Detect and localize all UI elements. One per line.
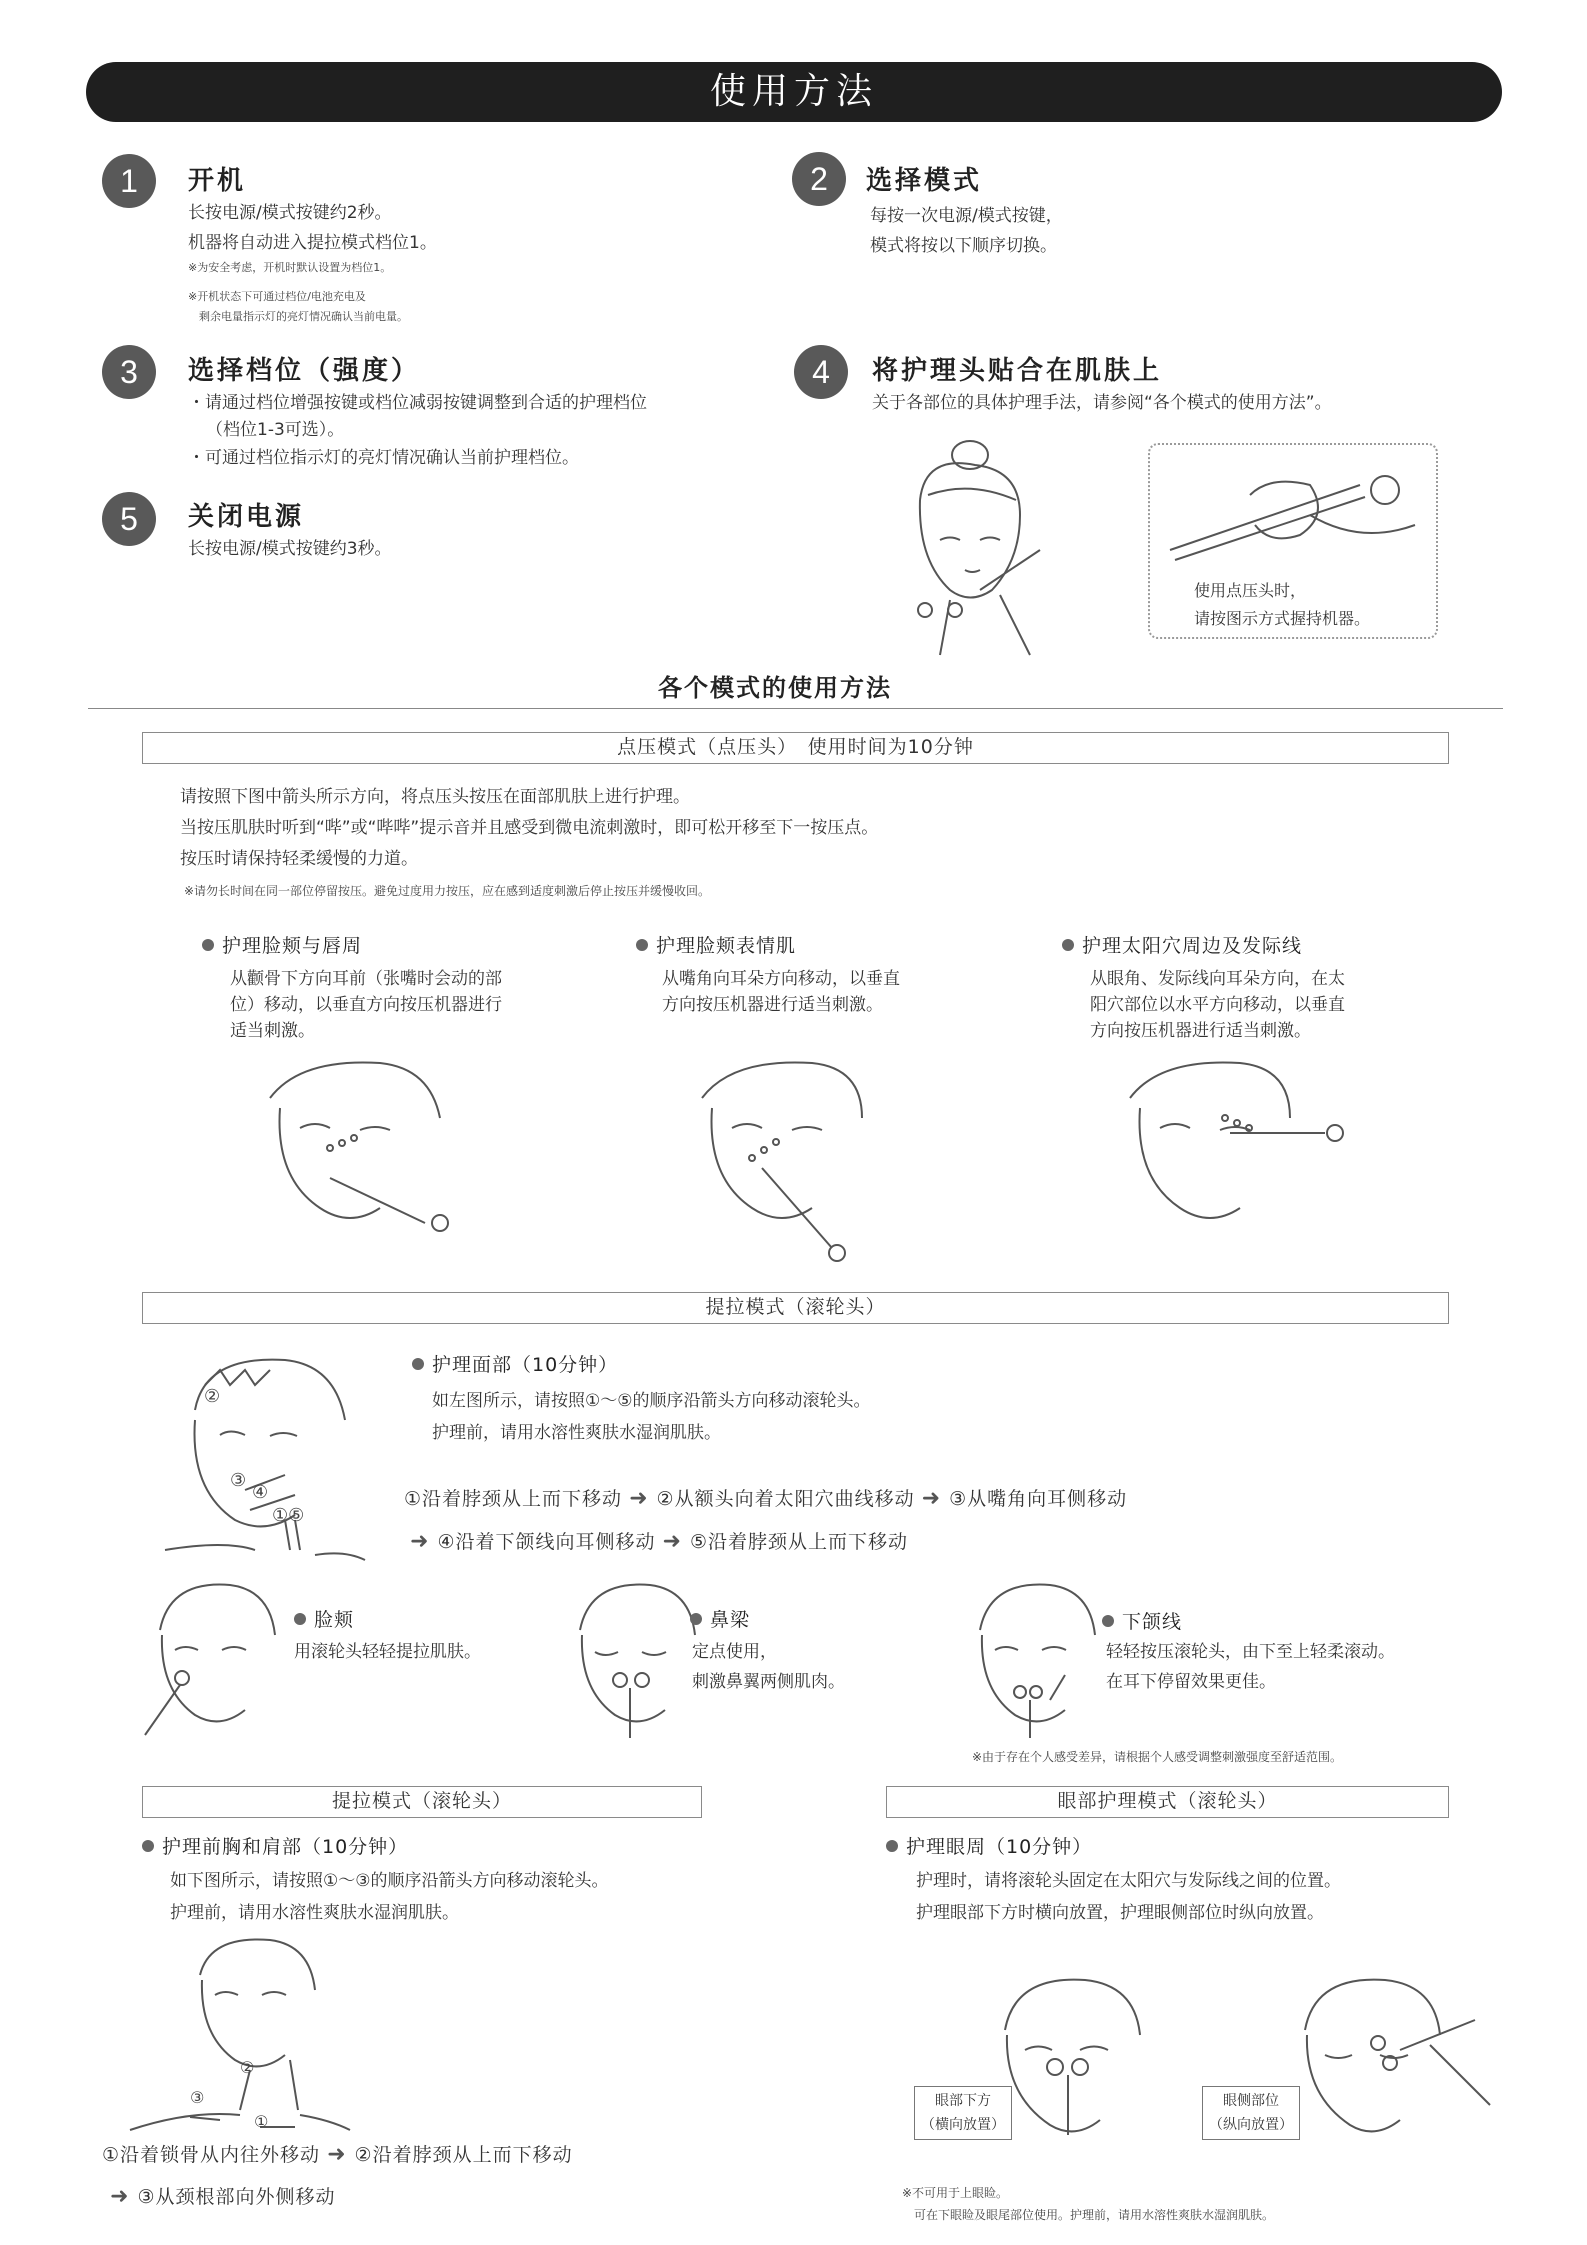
acupressure-item-line: 位）移动，以垂直方向按压机器进行	[230, 995, 502, 1015]
acupressure-item-title-text: 护理太阳穴周边及发际线	[1082, 935, 1303, 957]
grip-caption: 使用点压头时，	[1194, 581, 1307, 600]
step-4-number: 4	[794, 345, 848, 399]
route-label: ③	[190, 2088, 205, 2107]
lift-sub-line: 在耳下停留效果更佳。	[1106, 1672, 1276, 1692]
eye-side-tag	[1202, 2086, 1300, 2140]
bullet-dot	[202, 939, 214, 951]
lift-sub-title	[294, 1605, 354, 1632]
eye-note: ※不可用于上眼睑。	[902, 2186, 1009, 2200]
lift-sub-line: 轻轻按压滚轮头，由下至上轻柔滚动。	[1106, 1642, 1395, 1662]
step-4-line: 关于各部位的具体护理手法，请参阅“各个模式的使用方法”。	[872, 393, 1332, 413]
sequence-step: ②从额头向着太阳穴曲线移动	[656, 1488, 915, 1510]
lift-sub-title	[690, 1605, 750, 1632]
eye-under-roller-illustration	[990, 1975, 1160, 2145]
acupressure-item-title-text: 护理脸颊与唇周	[222, 935, 363, 957]
step-1-note: 剩余电量指示灯的亮灯情况确认当前电量。	[188, 310, 408, 323]
page-title: 使用方法	[86, 62, 1502, 122]
step-3-line: ・可通过档位指示灯的亮灯情况确认当前护理档位。	[188, 448, 579, 468]
acupressure-item-line: 从颧骨下方向耳前（张嘴时会动的部	[230, 969, 502, 989]
step-1-title: 开机	[188, 166, 247, 196]
lift-sub-line: 刺激鼻翼两侧肌肉。	[692, 1672, 845, 1692]
lift-face-line: 护理前，请用水溶性爽肤水湿润肌肤。	[432, 1423, 721, 1443]
route-label: ①	[254, 2112, 269, 2131]
lift-sub-line: 用滚轮头轻轻提拉肌肤。	[294, 1642, 481, 1662]
step-2-line: 模式将按以下顺序切换。	[870, 236, 1057, 256]
step-5-number: 5	[102, 492, 156, 546]
face-jawline-roller-illustration	[960, 1580, 1110, 1740]
tag-line: （横向放置）	[921, 2117, 1005, 2133]
lift-sequence-row-2	[410, 1527, 908, 1554]
face-cheek-lip-illustration	[260, 1058, 460, 1238]
grip-caption: 请按图示方式握持机器。	[1194, 609, 1371, 628]
right-arrow-icon: ➜	[662, 1529, 690, 1554]
tag-line: 眼部下方	[935, 2093, 991, 2109]
acupressure-item-line: 方向按压机器进行适当刺激。	[662, 995, 883, 1015]
lift-face-title	[412, 1350, 618, 1377]
lift-sequence-row-1	[404, 1484, 1127, 1511]
chest-line: 如下图所示，请按照①～③的顺序沿箭头方向移动滚轮头。	[170, 1871, 609, 1891]
step-1-note: ※为安全考虑，开机时默认设置为档位1。	[188, 261, 392, 274]
right-arrow-icon: ➜	[921, 1486, 950, 1511]
route-label: ②	[204, 1386, 221, 1407]
section-title: 各个模式的使用方法	[658, 674, 892, 702]
bullet-dot	[636, 939, 648, 951]
bullet-dot	[412, 1358, 424, 1370]
step-1-line: 机器将自动进入提拉模式档位1。	[188, 233, 437, 253]
chest-title	[142, 1832, 408, 1859]
hand-holding-device-icon	[1160, 455, 1430, 565]
sequence-step: ④沿着下颌线向耳侧移动	[437, 1531, 656, 1553]
acupressure-mode-header: 点压模式（点压头） 使用时间为10分钟	[142, 732, 1449, 764]
lift-sub-title-text: 脸颊	[314, 1609, 355, 1631]
acupressure-item-title	[636, 931, 796, 958]
lift-face-line: 如左图所示，请按照①～⑤的顺序沿箭头方向移动滚轮头。	[432, 1391, 871, 1411]
woman-using-device-illustration	[880, 440, 1080, 660]
acupressure-instruction: 按压时请保持轻柔缓慢的力道。	[180, 849, 418, 869]
chest-mode-header: 提拉模式（滚轮头）	[142, 1786, 702, 1818]
step-1-line: 长按电源/模式按键约2秒。	[188, 203, 392, 223]
sequence-step: ②沿着脖颈从上而下移动	[354, 2144, 573, 2166]
step-3-number: 3	[102, 345, 156, 399]
step-2-number: 2	[792, 152, 846, 206]
bullet-dot	[1102, 1615, 1114, 1627]
step-1-number: 1	[102, 154, 156, 208]
face-expression-muscle-illustration	[692, 1058, 872, 1258]
acupressure-note: ※请勿长时间在同一部位停留按压。避免过度用力按压，应在感到适度刺激后停止按压并缓慢收回。	[184, 884, 711, 898]
right-arrow-icon: ➜	[410, 1529, 438, 1554]
lift-sub-title-text: 下颌线	[1122, 1611, 1183, 1633]
lift-face-title-text: 护理面部（10分钟）	[432, 1354, 619, 1376]
lift-mode-header: 提拉模式（滚轮头）	[142, 1292, 1449, 1324]
sequence-step: ③从嘴角向耳侧移动	[949, 1488, 1128, 1510]
acupressure-item-line: 适当刺激。	[230, 1021, 315, 1041]
tag-line: （纵向放置）	[1209, 2117, 1293, 2133]
step-2-title: 选择模式	[866, 166, 983, 196]
right-arrow-icon: ➜	[629, 1486, 657, 1511]
right-arrow-icon: ➜	[327, 2142, 355, 2167]
acupressure-item-title	[1062, 931, 1302, 958]
neck-chest-roller-illustration	[120, 1935, 350, 2135]
chest-sequence-row-2	[110, 2182, 335, 2209]
route-label: ④	[252, 1482, 269, 1503]
acupressure-item-line: 从嘴角向耳朵方向移动，以垂直	[662, 969, 900, 989]
section-divider	[88, 708, 1503, 709]
sequence-step: ①沿着脖颈从上而下移动	[404, 1488, 623, 1510]
acupressure-item-line: 方向按压机器进行适当刺激。	[1090, 1021, 1311, 1041]
route-label: ①⑤	[272, 1505, 305, 1526]
eye-side-roller-illustration	[1290, 1975, 1490, 2145]
route-label: ③	[230, 1470, 247, 1491]
acupressure-item-title-text: 护理脸颊表情肌	[656, 935, 797, 957]
tag-line: 眼侧部位	[1223, 2093, 1279, 2109]
acupressure-instruction: 当按压肌肤时听到“哔”或“哔哔”提示音并且感受到微电流刺激时，即可松开移至下一按压点。	[180, 818, 879, 838]
step-3-title: 选择档位（强度）	[188, 356, 421, 386]
right-arrow-icon: ➜	[110, 2184, 138, 2209]
sequence-step: ①沿着锁骨从内往外移动	[102, 2144, 321, 2166]
sequence-step: ③从颈根部向外侧移动	[137, 2186, 336, 2208]
step-4-title: 将护理头贴合在肌肤上	[872, 356, 1163, 386]
step-5-title: 关闭电源	[188, 502, 305, 532]
face-nose-roller-illustration	[560, 1580, 700, 1740]
face-cheek-roller-illustration	[130, 1580, 280, 1740]
lift-sub-line: 定点使用，	[692, 1642, 777, 1662]
chest-sequence-row-1	[102, 2140, 573, 2167]
route-label: ②	[240, 2058, 255, 2077]
lift-note: ※由于存在个人感受差异，请根据个人感受调整刺激强度至舒适范围。	[972, 1750, 1343, 1764]
eye-mode-header: 眼部护理模式（滚轮头）	[886, 1786, 1449, 1818]
face-temple-illustration	[1120, 1058, 1350, 1238]
bullet-dot	[142, 1840, 154, 1852]
eye-note: 可在下眼睑及眼尾部位使用。护理前，请用水溶性爽肤水湿润肌肤。	[902, 2208, 1275, 2222]
step-1-note: ※开机状态下可通过档位/电池充电及	[188, 290, 366, 303]
step-2-line: 每按一次电源/模式按键，	[870, 206, 1063, 226]
chest-title-text: 护理前胸和肩部（10分钟）	[162, 1836, 409, 1858]
step-3-line: （档位1-3可选）。	[206, 420, 345, 440]
acupressure-item-line: 从眼角、发际线向耳朵方向，在太	[1090, 969, 1345, 989]
eye-line: 护理时，请将滚轮头固定在太阳穴与发际线之间的位置。	[916, 1871, 1341, 1891]
acupressure-instruction: 请按照下图中箭头所示方向，将点压头按压在面部肌肤上进行护理。	[180, 787, 690, 807]
bullet-dot	[690, 1613, 702, 1625]
acupressure-item-line: 阳穴部位以水平方向移动，以垂直	[1090, 995, 1345, 1015]
step-5-line: 长按电源/模式按键约3秒。	[188, 539, 392, 559]
eye-title	[886, 1832, 1092, 1859]
acupressure-item-title	[202, 931, 362, 958]
bullet-dot	[886, 1840, 898, 1852]
eye-under-tag	[914, 2086, 1012, 2140]
bullet-dot	[1062, 939, 1074, 951]
face-roller-route-illustration	[165, 1350, 365, 1560]
sequence-step: ⑤沿着脖颈从上而下移动	[689, 1531, 909, 1553]
eye-line: 护理眼部下方时横向放置，护理眼侧部位时纵向放置。	[916, 1903, 1324, 1923]
lift-sub-title-text: 鼻梁	[710, 1609, 751, 1631]
lift-sub-title	[1102, 1607, 1182, 1634]
eye-title-text: 护理眼周（10分钟）	[906, 1836, 1093, 1858]
bullet-dot	[294, 1613, 306, 1625]
step-3-line: ・请通过档位增强按键或档位减弱按键调整到合适的护理档位	[188, 393, 647, 413]
chest-line: 护理前，请用水溶性爽肤水湿润肌肤。	[170, 1903, 459, 1923]
